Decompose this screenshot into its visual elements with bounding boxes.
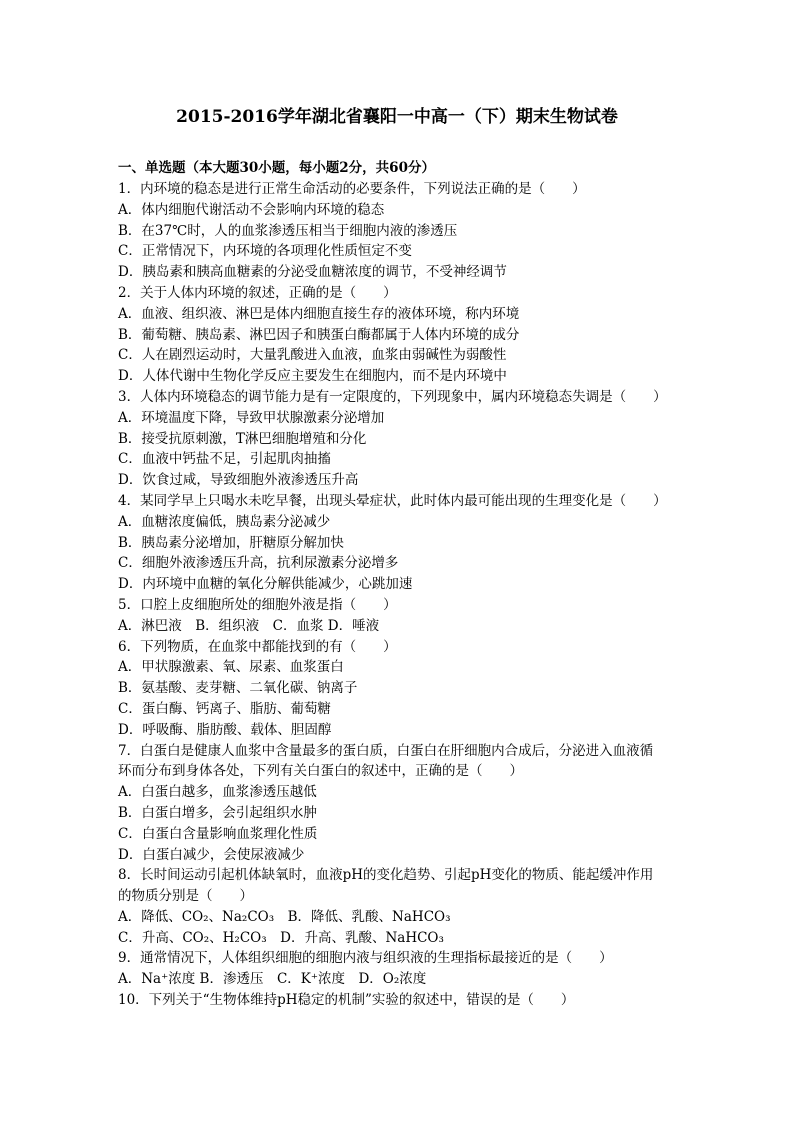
option-b: B．在37℃时，人的血浆渗透压相当于细胞内液的渗透压 (118, 222, 458, 239)
section-heading: 一、单选题（本大题30小题，每小题2分，共60分） (118, 160, 435, 176)
question-10 (118, 990, 688, 1011)
option-c: C．血液中钙盐不足，引起肌肉抽搐 (118, 451, 331, 468)
question-stem: 10．下列关于“生物体维持pH稳定的机制”实验的叙述中，错误的是（ ） (118, 992, 575, 1009)
question-9 (118, 948, 688, 990)
question-1 (118, 179, 688, 283)
option-b: B．葡萄糖、胰岛素、淋巴因子和胰蛋白酶都属于人体内环境的成分 (118, 326, 520, 343)
exam-content (118, 158, 688, 1011)
option-c: C．白蛋白含量影响血浆理化性质 (118, 825, 318, 842)
question-stem: 8．长时间运动引起机体缺氧时，血液pH的变化趋势、引起pH变化的物质、能起缓冲作用 (118, 867, 654, 884)
options-ab: A．降低、CO₂、Na₂CO₃ B．降低、乳酸、NaHCO₃ (118, 908, 451, 925)
option-c: C．正常情况下，内环境的各项理化性质恒定不变 (118, 243, 412, 260)
option-d: D．饮食过咸，导致细胞外液渗透压升高 (118, 472, 359, 489)
question-stem-continued: 环而分布到身体各处，下列有关白蛋白的叙述中，正确的是（ ） (118, 763, 523, 780)
option-b: B．白蛋白增多，会引起组织水肿 (118, 804, 317, 821)
option-a: A．白蛋白越多，血浆渗透压越低 (118, 784, 317, 801)
option-d: D．人体代谢中生物化学反应主要发生在细胞内，而不是内环境中 (118, 368, 507, 385)
option-d: D．内环境中血糖的氧化分解供能减少，心跳加速 (118, 576, 413, 593)
question-6 (118, 637, 688, 741)
question-stem: 2．关于人体内环境的叙述，正确的是（ ） (118, 284, 397, 301)
question-stem: 3．人体内环境稳态的调节能力是有一定限度的，下列现象中，属内环境稳态失调是（ ） (118, 388, 667, 405)
option-c: C．蛋白酶、钙离子、脂肪、葡萄糖 (118, 700, 331, 717)
question-stem: 7．白蛋白是健康人血浆中含量最多的蛋白质，白蛋白在肝细胞内合成后，分泌进入血液循 (118, 742, 654, 759)
options-cd: C．升高、CO₂、H₂CO₃ D．升高、乳酸、NaHCO₃ (118, 929, 444, 946)
question-2 (118, 283, 688, 387)
question-stem: 6．下列物质，在血浆中都能找到的有（ ） (118, 638, 397, 655)
question-7 (118, 741, 688, 866)
option-d: D．白蛋白减少，会使尿液减少 (118, 846, 305, 863)
exam-title: 2015-2016学年湖北省襄阳一中高一（下）期末生物试卷 (176, 107, 618, 127)
option-a: A．体内细胞代谢活动不会影响内环境的稳态 (118, 201, 385, 218)
question-3 (118, 387, 688, 491)
option-a: A．血液、组织液、淋巴是体内细胞直接生存的液体环境，称内环境 (118, 305, 520, 322)
question-stem: 4．某同学早上只喝水未吃早餐，出现头晕症状，此时体内最可能出现的生理变化是（ ） (118, 492, 667, 509)
question-stem: 1．内环境的稳态是进行正常生命活动的必要条件，下列说法正确的是（ ） (118, 181, 586, 197)
option-c: C．细胞外液渗透压升高，抗利尿激素分泌增多 (118, 555, 399, 572)
option-d: D．胰岛素和胰高血糖素的分泌受血糖浓度的调节，不受神经调节 (118, 264, 507, 281)
option-a: A．血糖浓度偏低，胰岛素分泌减少 (118, 513, 331, 530)
question-stem: 9．通常情况下，人体组织细胞的细胞内液与组织液的生理指标最接近的是（ ） (118, 950, 613, 967)
option-b: B．接受抗原刺激，T淋巴细胞增殖和分化 (118, 430, 367, 447)
options-inline: A．淋巴液 B．组织液 C．血浆 D．唾液 (118, 617, 380, 634)
question-stem-continued: 的物质分别是（ ） (118, 888, 253, 905)
question-5 (118, 595, 688, 637)
question-8 (118, 865, 688, 948)
question-4 (118, 491, 688, 595)
option-b: B．胰岛素分泌增加，肝糖原分解加快 (118, 534, 344, 551)
options-inline: A．Na⁺浓度 B．渗透压 C．K⁺浓度 D．O₂浓度 (118, 971, 427, 988)
option-c: C．人在剧烈运动时，大量乳酸进入血液，血浆由弱碱性为弱酸性 (118, 347, 507, 364)
option-d: D．呼吸酶、脂肪酸、载体、胆固醇 (118, 721, 332, 738)
question-stem: 5．口腔上皮细胞所处的细胞外液是指（ ） (118, 596, 397, 613)
option-a: A．环境温度下降，导致甲状腺激素分泌增加 (118, 409, 385, 426)
option-b: B．氨基酸、麦芽糖、二氧化碳、钠离子 (118, 680, 358, 697)
option-a: A．甲状腺激素、氧、尿素、血浆蛋白 (118, 659, 344, 676)
